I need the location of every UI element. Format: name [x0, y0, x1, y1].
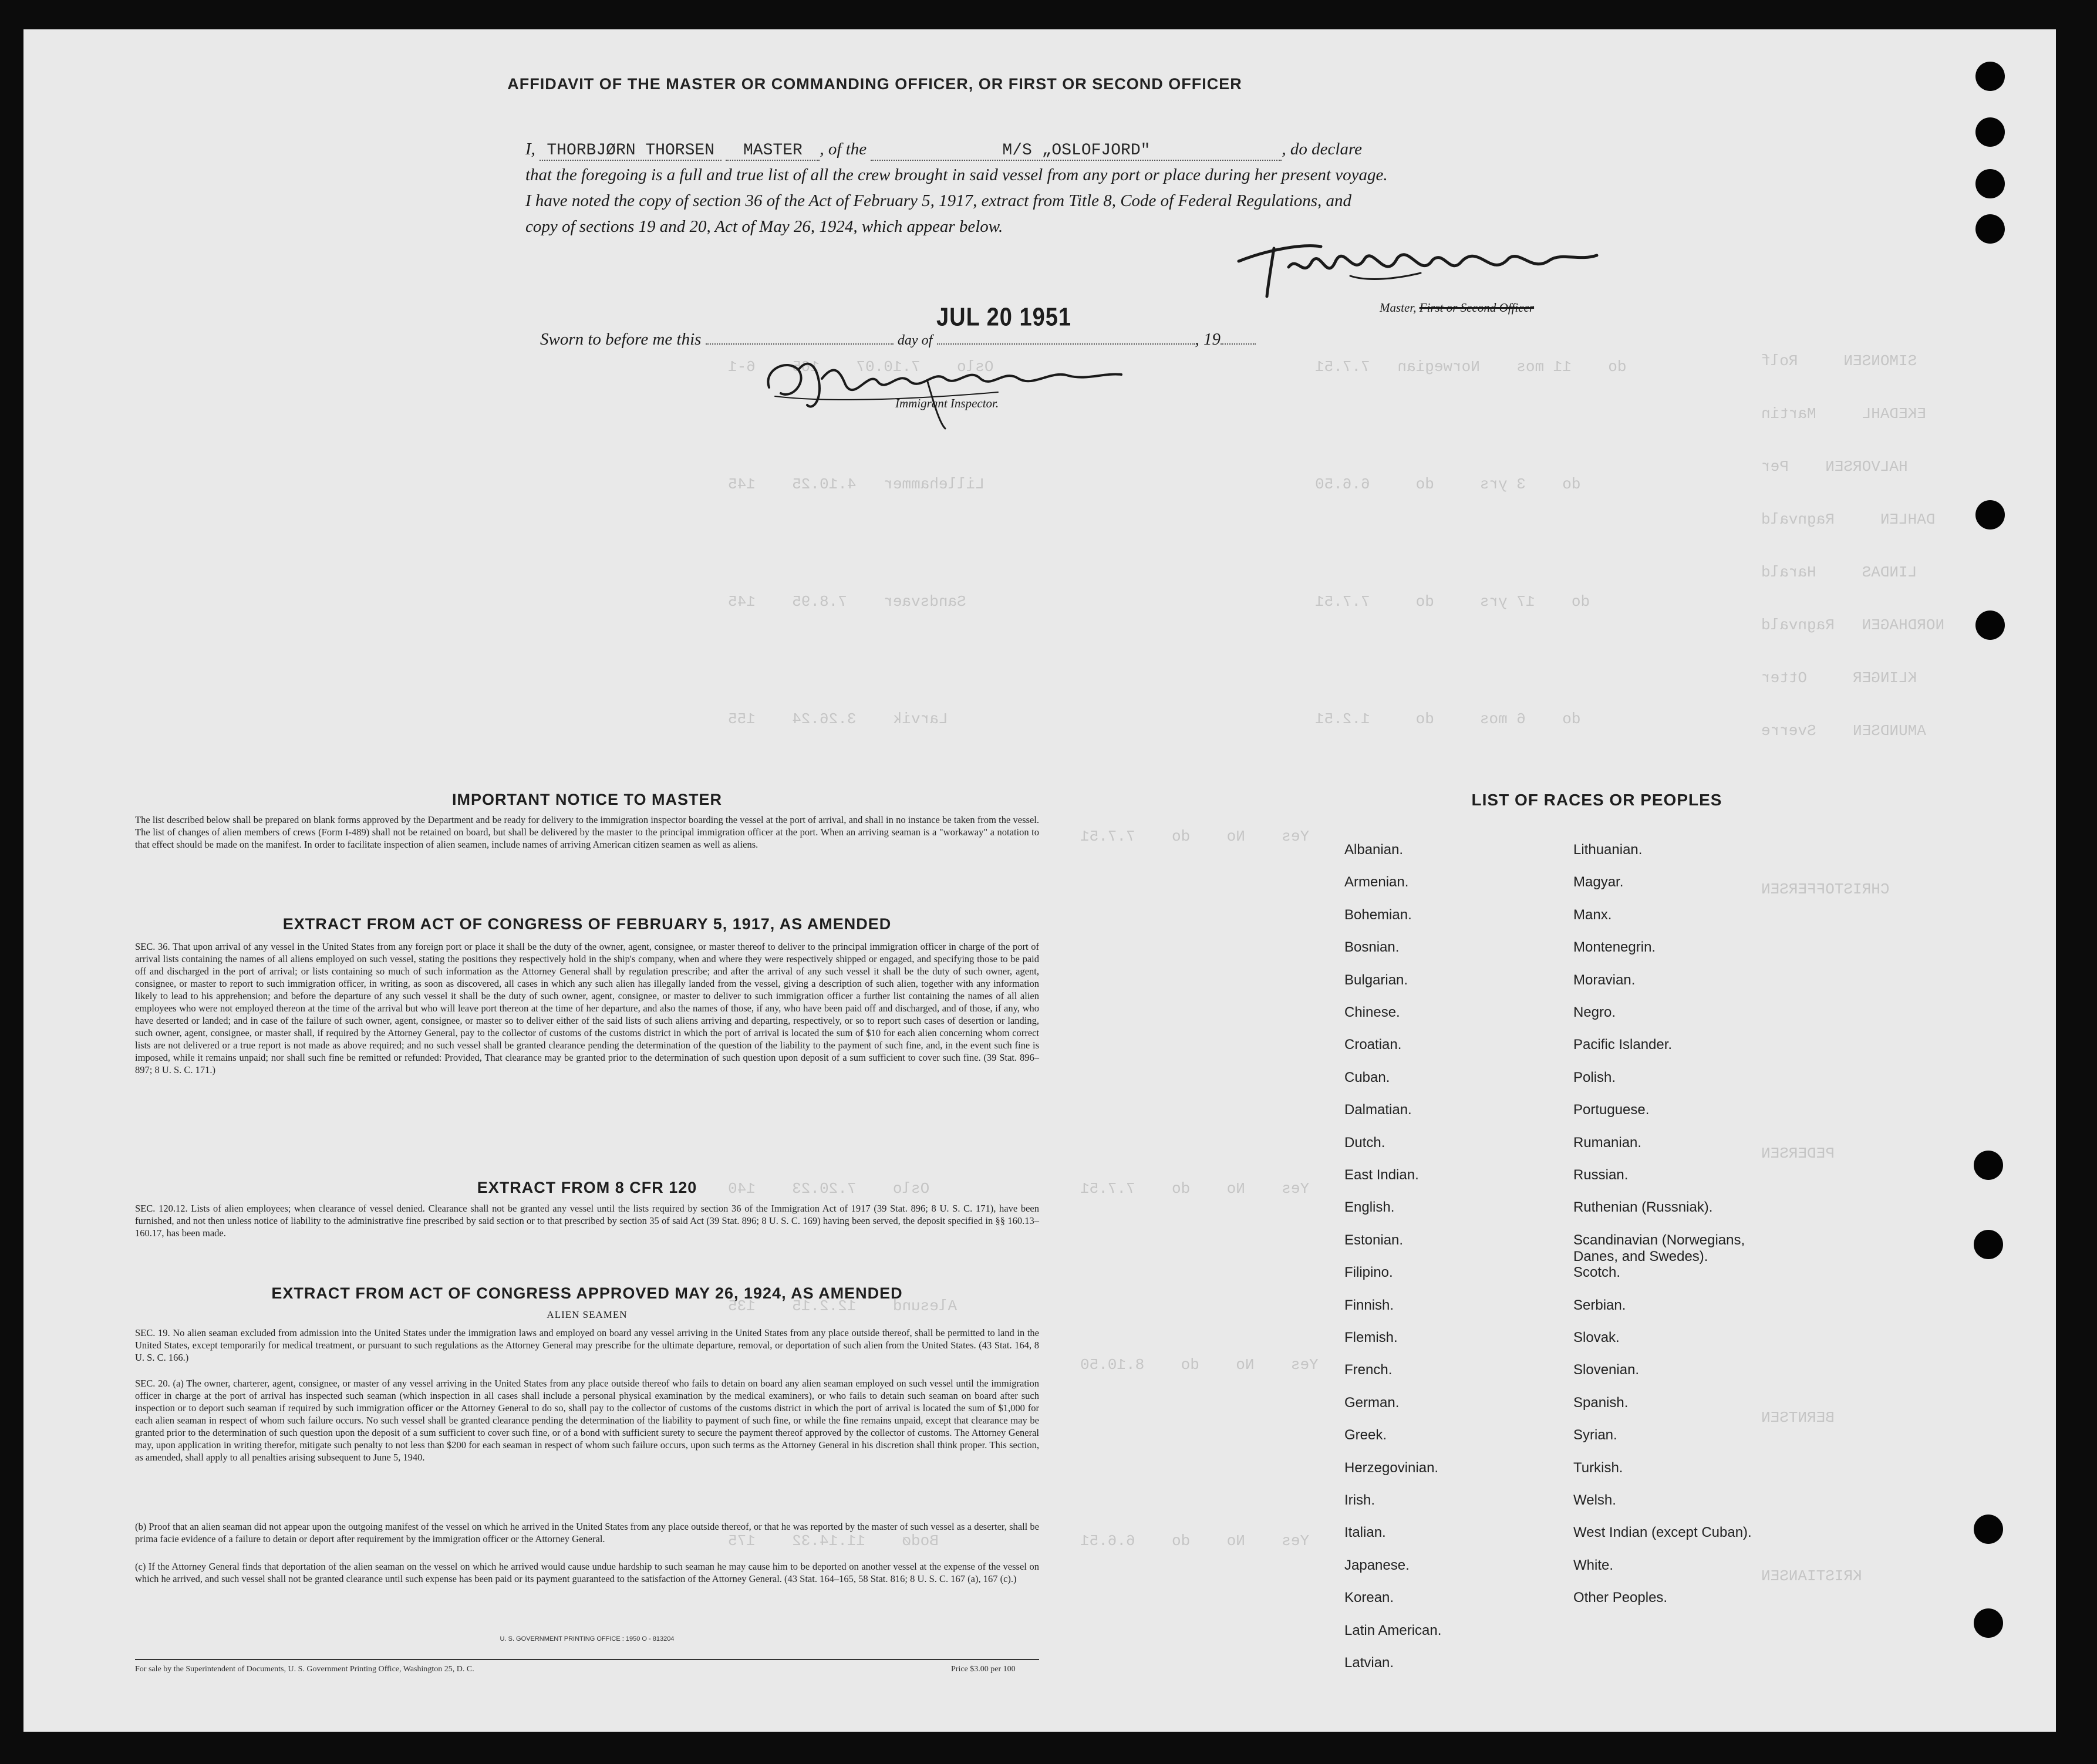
race-item: Russian. — [1573, 1167, 1629, 1183]
race-item: East Indian. — [1344, 1167, 1419, 1183]
race-item: French. — [1344, 1362, 1393, 1378]
affidavit-title: AFFIDAVIT OF THE MASTER OR COMMANDING OFFICER, OR FIRST OR SECOND OFFICER — [507, 75, 1242, 93]
race-item: Welsh. — [1573, 1492, 1616, 1508]
race-item: Other Peoples. — [1573, 1590, 1668, 1606]
race-item: Polish. — [1573, 1069, 1616, 1085]
footer-rule — [135, 1659, 1039, 1660]
race-item: Lithuanian. — [1573, 842, 1643, 858]
race-item: Italian. — [1344, 1524, 1386, 1541]
master-caption — [1380, 301, 1534, 315]
race-item: White. — [1573, 1557, 1614, 1573]
race-item: Portuguese. — [1573, 1102, 1650, 1118]
master-signature — [1233, 226, 1609, 308]
of-the-label: , of the — [820, 140, 867, 158]
declaration-line-3: I have noted the copy of section 36 of the Act of February 5, 1917, extract from Title 8, Code of Federal Regulations, and — [525, 191, 1352, 210]
race-item: Moravian. — [1573, 972, 1636, 988]
notice-heading: IMPORTANT NOTICE TO MASTER — [452, 791, 722, 808]
race-item: Scotch. — [1573, 1264, 1621, 1281]
race-item: Syrian. — [1573, 1427, 1617, 1443]
extract-cfr-text: SEC. 120.12. Lists of alien employees; when clearance of vessel denied. Clearance shall not be granted any vessel until the lists required by section 36 of the Immigration Act of 1917 (39 Stat. 896; 8 U. S. C. 171), have been furnished, and not then unless notice of liability to the administrative fine prescribed by said section or to that prescribed by section 35 of said Act (39 Stat. 896; 8 U. S. C. 169) having been served, the deposit specified in §§ 160.13–160.17, has been made. — [135, 1203, 1039, 1239]
affidavit-page: SIMONSEN Rolf EKEDAHL Martin HALVORSEN Per DAHLEN Ragnvald LINDAS Harald NORDHAGEN Ragnvald KLINGER Otter AMUNDSEN Sverre CHRISTOFFERSEN PEDERSEN BERNTSEN KRISTIANSEN do 11 mos Norwegian 7.7.51 do 3 yrs do 6.6.50 do 17 yrs do 7.7.51 do 6 mos do 1.2.51 Yes No do 7.7.51 Yes No do 7.7.51 Yes No do 8.10.50 Yes No do 6.6.51 Oslo 7.10.07 165 6-1 Lillehammer 4.10.25 145 Sandsvaer 7.8.95 145 Larvik 3.26.24 155 Oslo 7.20.23 140 Alesund 12.2.15 135 Bodø 11.14.32 175 AFFIDAVIT OF THE MASTER OR COMMANDING OFFICER, OR FIRST OR SECOND OFFICER I, THORBJØRN THORSEN MASTER , of the M/S „OSLOFJORD" , do declare that the foregoing is a full and true list of all the crew brought in said vessel from any port or place during her present voyage. I have noted the copy of section 36 of the Act of February 5, 1917, extract from Title 8, Code of Federal Regulations, and copy of sections 19 and 20, Act of May 26, 1924, which appear below. Master, First or Second Officer Sworn to before me this day of , 19 JUL 20 1951 Immigrant Inspector. IMPORTANT NOTICE TO MASTER The list described below shall be prepared on blank forms approved by the Department and be ready for delivery to the immigration inspector boarding the vessel at the port of arrival, and shall in no instance be taken from the vessel. The list of changes of alien members of crews (Form I-489) shall not be retained on board, but shall be delivered by the master to the principal immigration officer at the port. When an arriving seaman is a "workaway" a notation to that effect should be made on the manifest. In order to facilitate inspection of alien seamen, include names of arriving American citizen seamen as well as aliens. EXTRACT FROM ACT OF CONGRESS OF FEBRUARY 5, 1917, AS AMENDED SEC. 36. That upon arrival of any vessel in the United States from any foreign port or place it shall be the duty of the owner, agent, consignee, or master thereof to deliver to the principal immigration officer in charge of the port of arrival lists containing the names of all aliens employed on such vessel, stating the positions they respectively hold in the ship's company, when and where they were respectively shipped or engaged, and specifying those to be paid off and discharged in the port of arrival; or lists containing so much of such information as the Attorney General shall by regulation prescribe; and after the arrival of any such vessel it shall be the duty of such owner, agent, consignee, or master to report to such immigration officer, in writing, as soon as discovered, all cases in which any such alien has illegally landed from the vessel, giving a description of such alien, together with any information likely to lead to his apprehension; and before the departure of any such vessel it shall be the duty of such owner, agent, consignee, or master to deliver to such immigration officer a further list containing the names of all alien employees who were not employed thereon at the time of the arrival but who will leave port thereon at the time of her departure, and also the names of those, if any, who have been paid off and discharged, and of those, if any, who have deserted or landed; and in case of the failure of such owner, agent, consignee, or master so to deliver either of the said lists of such aliens arriving and departing, respectively, or so to report such cases of desertion or landing, such owner, agent, consignee, or master shall, if required by the Attorney General, pay to the collector of customs of the customs district in which the port of arrival is located the sum of $10 for each alien concerning whom correct lists are not delivered or a true report is not made as above required; and no such vessel shall be granted clearance pending the determination of the question of the liability to the payment of such fine, and, in the event such fine is imposed, while it remains unpaid; nor shall such fine be remitted or refunded: Provided, That clearance may be granted prior to the determination of such question upon deposit of a sum sufficient to cover such fine. (39 Stat. 896–897; 8 U. S. C. 171.) EXTRACT FROM 8 CFR 120 SEC. 120.12. Lists of alien employees; when clearance of vessel denied. Clearance shall not be granted any vessel until the lists required by section 36 of the Immigration Act of 1917 (39 Stat. 896; 8 U. S. C. 171), have been furnished, and not then unless notice of liability to the administrative fine prescribed by said section or to that prescribed by section 35 of said Act (39 Stat. 896; 8 U. S. C. 169) having been served, the deposit specified in §§ 160.13–160.17, has been made. EXTRACT FROM ACT OF CONGRESS APPROVED MAY 26, 1924, AS AMENDED ALIEN SEAMEN SEC. 19. No alien seaman excluded from admission into the United States under the immigration laws and employed on board any vessel arriving in the United States from any place outside thereof, shall be permitted to land in the United States, except temporarily for medical treatment, or pursuant to such regulations as the Attorney General may prescribe for the ultimate departure, removal, or deportation of such alien from the United States. (43 Stat. 164, 8 U. S. C. 166.) SEC. 20. (a) The owner, charterer, agent, consignee, or master of any vessel arriving in the United States from any place outside thereof who fails to detain on board any alien seaman employed on such vessel until the immigration officer in charge at the port of arrival has inspected such seaman (which inspection in all cases shall include a personal physical examination by the medical examiners), or who fails to detain such seaman on board after such inspection or to deport such seaman if required by such immigration officer or the Attorney General to do so, shall pay to the collector of customs of the customs district in which the port of arrival is located the sum of $1,000 for each alien seaman in respect of whom such failure occurs. No such vessel shall be granted clearance pending the determination of the liability to payment of such fine, or while the fine remains unpaid, except that clearance may be granted prior to the determination of such question upon the deposit of a sum sufficient to cover such fine, or of a bond with sufficient surety to secure the payment thereof approved by the collector of customs. The Attorney General may, upon application in writing therefor, mitigate such penalty to not less than $200 for each seaman in respect of whom such failure occurs, upon such terms as the Attorney General in his discretion shall think proper. This section, as amended, shall apply to all penalties arising subsequent to June 5, 1940. (b) Proof that an alien seaman did not appear upon the outgoing manifest of the vessel on which he arrived in the United States from any place outside thereof, or that he was reported by the master of such vessel as a deserter, shall be prima facie evidence of a failure to detain or deport after requirement by the immigration officer or the Attorney General. (c) If the Attorney General finds that deportation of the alien seaman on the vessel on which he arrived would cause undue hardship to such seaman he may cause him to be deported on another vessel at the expense of the vessel on which he arrived, and such vessel shall not be granted clearance until such expense has been paid or its payment guaranteed to the satisfaction of the Attorney General. (43 Stat. 164–165, 58 Stat. 816; 8 U. S. C. 167 (a), 167 (c).) U. S. GOVERNMENT PRINTING OFFICE : 1950 O - 813204 For sale by the Superintendent of Documents, U. S. Government Printing Office, Washington 25, D. C. Price $3.00 per 100 LIST OF RACES OR PEOPLES Albanian. Armenian. Bohemian. Bosnian. Bulgarian. Chinese. Croatian. Cuban. Dalmatian. Dutch. East Indian. English. Estonian. Filipino. Finnish. Flemish. French. German. Greek. Herzegovinian. Irish. Italian. Japanese. Korean. Latin American. Latvian. Lithuanian. Magyar. Manx. Montenegrin. Moravian. Negro. Pacific Islander. Polish. Portuguese. Rumanian. Russian. Ruthenian (Russniak). Scandinavian (Norwegians, Danes, and Swedes). Scotch. Serbian. Slovak. Slovenian. Spanish. Syrian. Turkish. Welsh. West Indian (except Cuban). White. Other Peoples. — [23, 29, 2056, 1732]
punch-hole — [1975, 214, 2005, 244]
race-item: Ruthenian (Russniak). — [1573, 1199, 1713, 1216]
declaration-i-label: I, — [525, 140, 535, 158]
inspector-signature — [751, 346, 1151, 434]
race-item: Croatian. — [1344, 1037, 1402, 1053]
date-stamp: JUL 20 1951 — [936, 303, 1072, 332]
master-label: Master, — [1380, 301, 1417, 315]
race-item: Montenegrin. — [1573, 939, 1656, 956]
punch-hole — [1974, 1151, 2003, 1180]
sec20b-text: (b) Proof that an alien seaman did not appear upon the outgoing manifest of the vessel on which he arrived in the United States from any place outside thereof, or that he was reported by the master of such vessel as a deserter, shall be prima facie evidence of a failure to detain or deport after requirement by the immigration officer or the Attorney General. — [135, 1521, 1039, 1544]
extract-1917-heading: EXTRACT FROM ACT OF CONGRESS OF FEBRUARY 5, 1917, AS AMENDED — [282, 915, 892, 933]
race-item: Greek. — [1344, 1427, 1387, 1443]
struck-officer-label: First or Second Officer — [1419, 301, 1535, 315]
punch-hole — [1975, 611, 2005, 640]
footer-left: For sale by the Superintendent of Documents, U. S. Government Printing Office, Washington 25, D. C. — [135, 1665, 474, 1674]
year-prefix: , 19 — [1195, 330, 1221, 349]
vessel-name: M/S „OSLOFJORD" — [1002, 141, 1151, 160]
sworn-label: Sworn to before me this — [540, 330, 702, 349]
master-rank: MASTER — [743, 141, 803, 160]
punch-hole — [1974, 1230, 2003, 1259]
race-item: Korean. — [1344, 1590, 1394, 1606]
race-item: Filipino. — [1344, 1264, 1393, 1281]
race-item: Bohemian. — [1344, 906, 1412, 923]
alien-seamen-subheading: ALIEN SEAMEN — [547, 1309, 628, 1320]
sec19-text: SEC. 19. No alien seaman excluded from admission into the United States under the immigration laws and employed on board any vessel arriving in the United States from any place outside thereof, shall be permitted to land in the United States, except temporarily for medical treatment, or pursuant to such regulations as the Attorney General may prescribe for the ultimate departure, removal, or deportation of such alien from the United States. (43 Stat. 164, 8 U. S. C. 166.) — [135, 1327, 1039, 1363]
race-item: Rumanian. — [1573, 1134, 1642, 1151]
race-item: Serbian. — [1573, 1297, 1626, 1313]
race-item: Herzegovinian. — [1344, 1459, 1439, 1476]
races-heading: LIST OF RACES OR PEOPLES — [1471, 791, 1722, 809]
race-item: Danes, and Swedes). — [1573, 1248, 1708, 1264]
race-item: Dalmatian. — [1344, 1102, 1412, 1118]
declaration-line-2: that the foregoing is a full and true list of all the crew brought in said vessel from any port or place during her present voyage. — [525, 166, 1388, 184]
gpo-line: U. S. GOVERNMENT PRINTING OFFICE : 1950 O - 813204 — [500, 1635, 675, 1642]
punch-hole — [1975, 117, 2005, 147]
sec20a-text: SEC. 20. (a) The owner, charterer, agent, consignee, or master of any vessel arriving in the United States from any place outside thereof who fails to detain on board any alien seaman employed on such vessel until the immigration officer in charge at the port of arrival has inspected such seaman (which inspection in all cases shall include a personal physical examination by the medical examiners), or who fails to detain such seaman on board after such inspection or to deport such seaman if required by such immigration officer or the Attorney General to do so, shall pay to the collector of customs of the customs district in which the port of arrival is located the sum of $1,000 for each alien seaman in respect of whom such failure occurs. No such vessel shall be granted clearance pending the determination of the liability to payment of such fine, or while the fine remains unpaid, except that clearance may be granted prior to the determination of such question upon the deposit of a sum sufficient to cover such fine, or of a bond with sufficient surety to secure the payment thereof approved by the collector of customs. The Attorney General may, upon application in writing therefor, mitigate such penalty to not less than $200 for each seaman in respect of whom such failure occurs, upon such terms as the Attorney General in his discretion shall think proper. This section, as amended, shall apply to all penalties arising subsequent to June 5, 1940. — [135, 1378, 1039, 1463]
race-item: Turkish. — [1573, 1459, 1623, 1476]
race-item: Latvian. — [1344, 1655, 1394, 1671]
race-item: Spanish. — [1573, 1394, 1629, 1411]
race-item: Japanese. — [1344, 1557, 1410, 1573]
day-of-label: day of — [897, 333, 933, 348]
race-item: Chinese. — [1344, 1004, 1400, 1020]
punch-hole — [1974, 1608, 2003, 1638]
punch-hole — [1975, 169, 2005, 198]
notice-text: The list described below shall be prepared on blank forms approved by the Department and be ready for delivery to the immigration inspector boarding the vessel at the port of arrival, and shall in no instance be taken from the vessel. The list of changes of alien members of crews (Form I-489) shall not be retained on board, but shall be delivered by the master to the principal immigration officer at the port. When an arriving seaman is a "workaway" a notation to that effect should be made on the manifest. In order to facilitate inspection of alien seamen, include names of arriving American citizen seamen as well as aliens. — [135, 814, 1039, 850]
race-item: Latin American. — [1344, 1622, 1442, 1638]
race-item: German. — [1344, 1394, 1400, 1411]
race-item: Slovak. — [1573, 1330, 1620, 1345]
race-item: Manx. — [1573, 906, 1612, 923]
declaration-line-1 — [525, 140, 1362, 161]
declaration-line-4: copy of sections 19 and 20, Act of May 26, 1924, which appear below. — [525, 217, 1003, 236]
sec20c-text: (c) If the Attorney General finds that deportation of the alien seaman on the vessel on which he arrived would cause undue hardship to such seaman he may cause him to be deported on another vessel at the expense of the vessel on which he arrived, and such vessel shall not be granted clearance until such expense has been paid or its payment guaranteed to the satisfaction of the Attorney General. (43 Stat. 164–165, 58 Stat. 816; 8 U. S. C. 167 (a), 167 (c).) — [135, 1561, 1039, 1584]
race-item: Armenian. — [1344, 874, 1409, 891]
extract-1917-text: SEC. 36. That upon arrival of any vessel in the United States from any foreign port or place it shall be the duty of the owner, agent, consignee, or master thereof to deliver to the principal immigration officer in charge of the port of arrival lists containing the names of all aliens employed on such vessel, stating the positions they respectively hold in the ship's company, when and where they were respectively shipped or engaged, and specifying those to be paid off and discharged in the port of arrival; or lists containing so much of such information as the Attorney General shall by regulation prescribe; and after the arrival of any such vessel it shall be the duty of such owner, agent, consignee, or master to report to such immigration officer, in writing, as soon as discovered, all cases in which any such alien has illegally landed from the vessel, giving a description of such alien, together with any information likely to lead to his apprehension; and before the departure of any such vessel it shall be the duty of such owner, agent, consignee, or master to deliver to such immigration officer a further list containing the names of all alien employees who were not employed thereon at the time of the arrival but who will leave port thereon at the time of her departure, and also the names of those, if any, who have been paid off and discharged, and of those, if any, who have deserted or landed; and in case of the failure of such owner, agent, consignee, or master so to deliver either of the said lists of such aliens arriving and departing, respectively, or so to report such cases of desertion or landing, such owner, agent, consignee, or master shall, if required by the Attorney General, pay to the collector of customs of the customs district in which the port of arrival is located the sum of $10 for each alien concerning whom correct lists are not delivered or a true report is not made as above required; and no such vessel shall be granted clearance pending the determination of the question of the liability to the payment of such fine, and, in the event such fine is imposed, while it remains unpaid; nor shall such fine be remitted or refunded: Provided, That clearance may be granted prior to the determination of such question upon deposit of a sum sufficient to cover such fine. (39 Stat. 896–897; 8 U. S. C. 171.) — [135, 941, 1039, 1075]
punch-hole — [1974, 1515, 2003, 1544]
race-item: Negro. — [1573, 1004, 1616, 1020]
race-item: Magyar. — [1573, 874, 1624, 891]
race-item: English. — [1344, 1199, 1395, 1216]
extract-1924-heading: EXTRACT FROM ACT OF CONGRESS APPROVED MAY 26, 1924, AS AMENDED — [271, 1284, 903, 1302]
race-item: Finnish. — [1344, 1297, 1394, 1313]
master-name: THORBJØRN THORSEN — [547, 141, 714, 160]
race-item: Pacific Islander. — [1573, 1037, 1673, 1053]
race-item: Bosnian. — [1344, 939, 1400, 956]
footer-right: Price $3.00 per 100 — [951, 1665, 1016, 1674]
punch-hole — [1975, 500, 2005, 529]
race-item: Dutch. — [1344, 1134, 1385, 1151]
race-item: Bulgarian. — [1344, 972, 1408, 988]
race-item: Slovenian. — [1573, 1362, 1640, 1378]
race-item: Cuban. — [1344, 1069, 1390, 1085]
race-item: Flemish. — [1344, 1330, 1398, 1345]
race-item: Scandinavian (Norwegians, — [1573, 1232, 1745, 1248]
race-item: Estonian. — [1344, 1232, 1404, 1248]
do-declare-label: , do declare — [1282, 140, 1363, 158]
extract-cfr-heading: EXTRACT FROM 8 CFR 120 — [477, 1179, 697, 1196]
inspector-caption: Immigrant Inspector. — [895, 396, 999, 410]
race-item: Irish. — [1344, 1492, 1375, 1508]
race-item: Albanian. — [1344, 842, 1404, 858]
race-item: West Indian (except Cuban). — [1573, 1524, 1752, 1541]
punch-hole — [1975, 62, 2005, 91]
